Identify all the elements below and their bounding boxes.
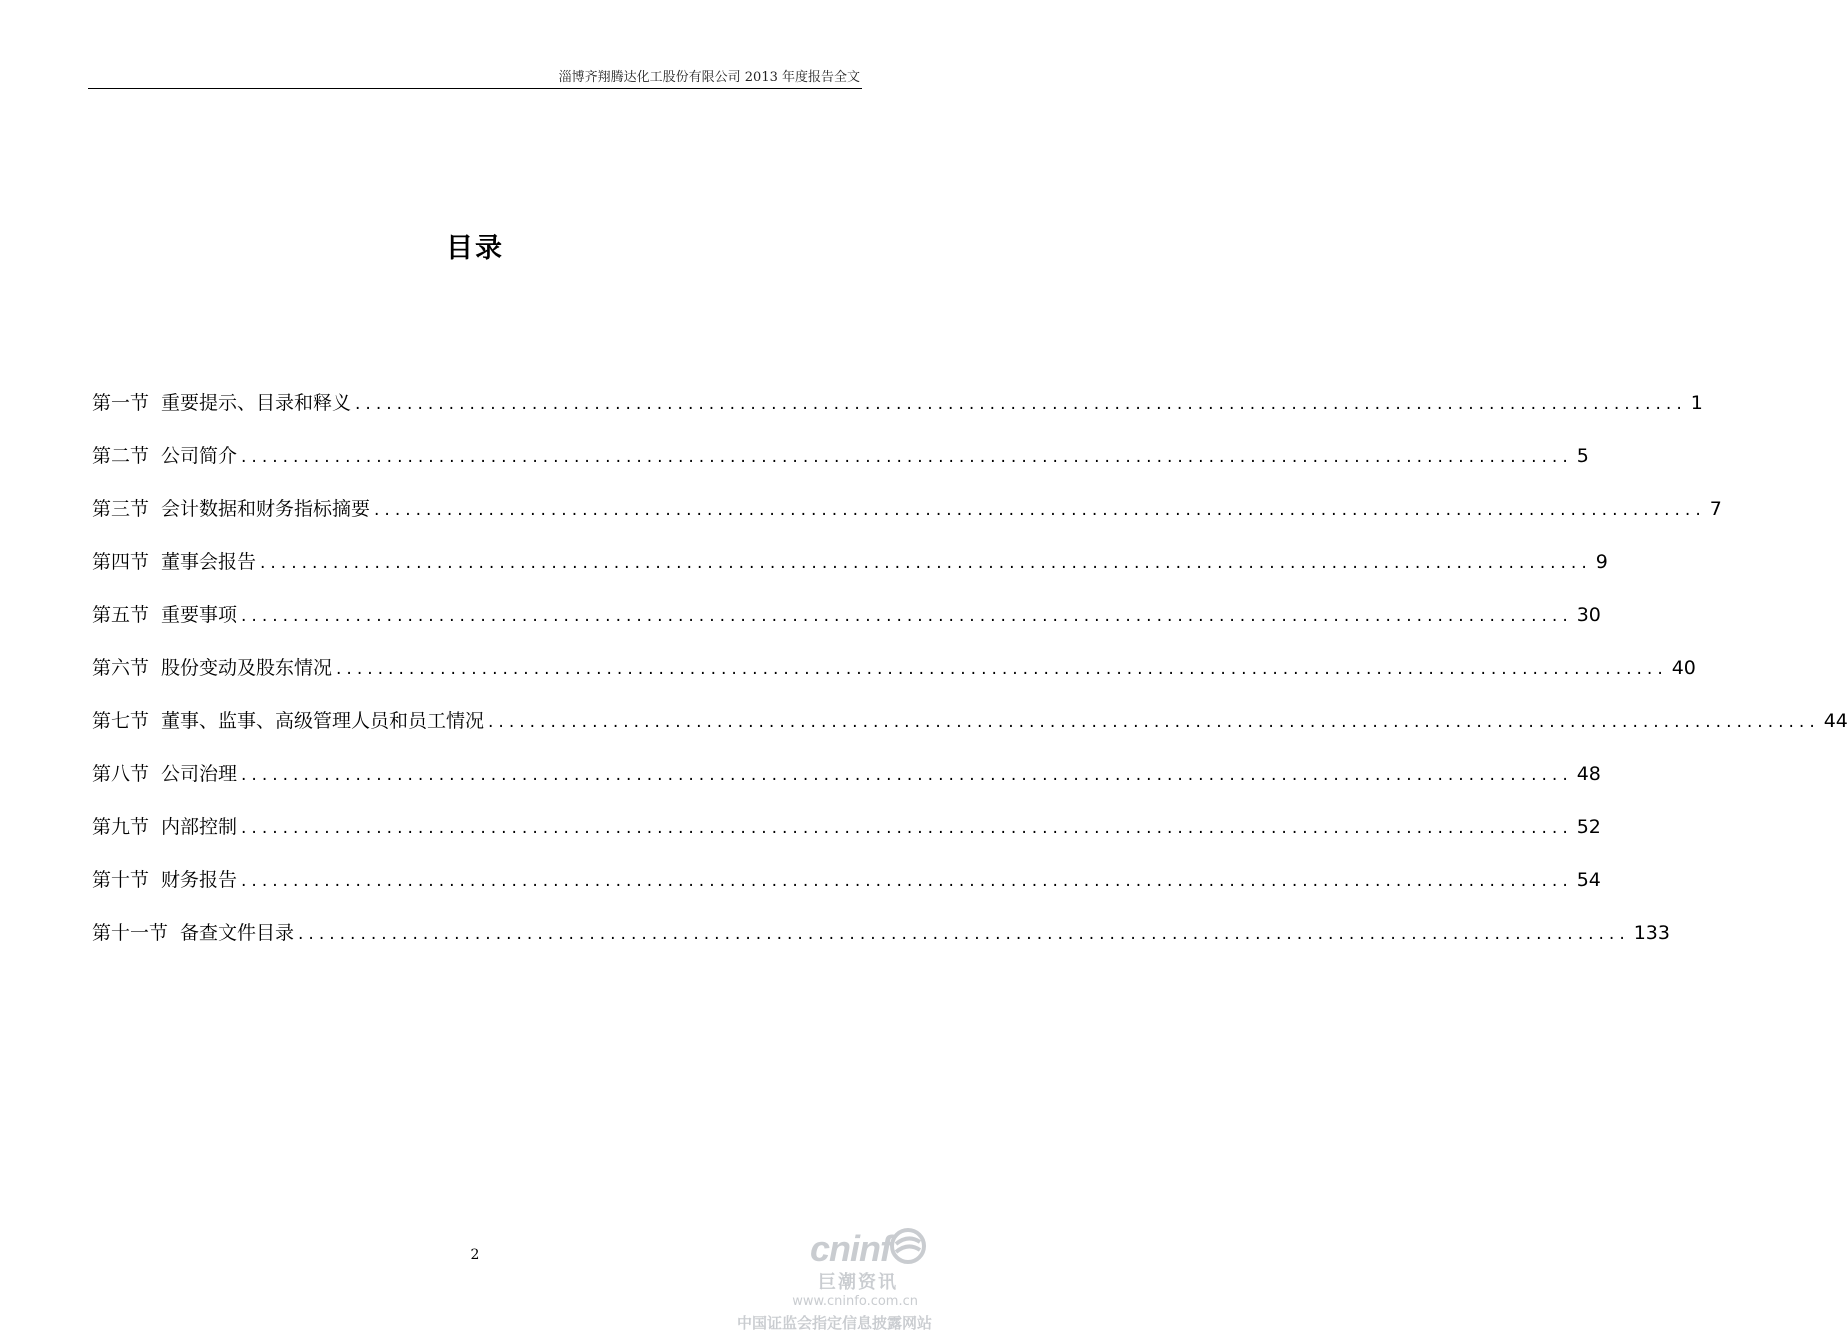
toc-section-number: 第四节 [92, 551, 150, 573]
toc-entry[interactable] [92, 812, 1601, 865]
watermark-slogan: 中国证监会指定信息披露网站 [736, 1314, 932, 1332]
toc-section-title: 董事、监事、高级管理人员和员工情况 [161, 710, 485, 732]
toc-section-title: 董事会报告 [161, 551, 257, 573]
toc-section-title: 股份变动及股东情况 [161, 657, 333, 679]
watermark-brand: 巨潮资讯 [818, 1272, 898, 1293]
toc-section-title: 财务报告 [161, 869, 238, 891]
toc-page-number: 54 [1576, 869, 1601, 891]
page-title: 目录 [446, 233, 504, 264]
toc-page-number: 1 [1690, 392, 1703, 414]
toc-page-number: 5 [1576, 445, 1589, 467]
toc-entry[interactable] [92, 388, 1703, 441]
toc-page-number: 7 [1709, 498, 1722, 520]
toc-section-number: 第七节 [92, 710, 150, 732]
toc-page-number: 48 [1576, 763, 1601, 785]
page-number: 2 [470, 1247, 480, 1263]
toc-page-number: 9 [1595, 551, 1608, 573]
toc-section-title: 内部控制 [161, 816, 238, 838]
toc-page-number: 44 [1823, 710, 1848, 732]
toc-entry[interactable] [92, 653, 1696, 706]
report-header: 淄博齐翔腾达化工股份有限公司 2013 年度报告全文 [558, 70, 860, 85]
toc-entry[interactable] [92, 706, 1848, 759]
dot-leader: ................................................................................................................................ [241, 871, 1573, 891]
toc-entry[interactable] [92, 494, 1722, 547]
dot-leader: ................................................................................................................................ [336, 659, 1668, 679]
toc-section-number: 第八节 [92, 763, 150, 785]
toc-page-number: 133 [1633, 922, 1670, 944]
toc-section-number: 第一节 [92, 392, 150, 414]
dot-leader: ................................................................................................................................ [374, 500, 1706, 520]
dot-leader: ................................................................................................................................ [355, 394, 1687, 414]
toc-section-number: 第六节 [92, 657, 150, 679]
dot-leader: ................................................................................................................................ [488, 712, 1820, 732]
toc-page-number: 40 [1671, 657, 1696, 679]
toc-section-number: 第十节 [92, 869, 150, 891]
dot-leader: ................................................................................................................................ [241, 447, 1573, 467]
toc-section-number: 第二节 [92, 445, 150, 467]
dot-leader: ................................................................................................................................ [241, 606, 1573, 626]
dot-leader: ................................................................................................................................ [298, 924, 1630, 944]
toc-section-number: 第十一节 [92, 922, 169, 944]
dot-leader: ................................................................................................................................ [241, 818, 1573, 838]
toc-section-title: 重要提示、目录和释义 [161, 392, 352, 414]
watermark-url: www.cninfo.com.cn [792, 1294, 918, 1309]
toc-section-number: 第九节 [92, 816, 150, 838]
toc-entry[interactable] [92, 759, 1601, 812]
toc-page-number: 30 [1576, 604, 1601, 626]
cninfo-swirl-icon [890, 1228, 926, 1264]
cninfo-watermark [721, 1226, 936, 1336]
toc-entry[interactable] [92, 865, 1601, 918]
toc-section-title: 公司治理 [161, 763, 238, 785]
toc-section-title: 重要事项 [161, 604, 238, 626]
toc-entry[interactable] [92, 600, 1601, 653]
toc-section-title: 备查文件目录 [180, 922, 295, 944]
toc-section-number: 第三节 [92, 498, 150, 520]
toc-section-title: 会计数据和财务指标摘要 [161, 498, 371, 520]
toc-page-number: 52 [1576, 816, 1601, 838]
table-of-contents [92, 388, 1848, 971]
toc-section-title: 公司简介 [161, 445, 238, 467]
toc-section-number: 第五节 [92, 604, 150, 626]
dot-leader: ................................................................................................................................ [241, 765, 1573, 785]
toc-entry[interactable] [92, 918, 1670, 971]
toc-entry[interactable] [92, 441, 1589, 494]
watermark-logo-text: cninf [810, 1228, 891, 1269]
toc-entry[interactable] [92, 547, 1608, 600]
dot-leader: ................................................................................................................................ [260, 553, 1592, 573]
header-divider [88, 88, 862, 89]
